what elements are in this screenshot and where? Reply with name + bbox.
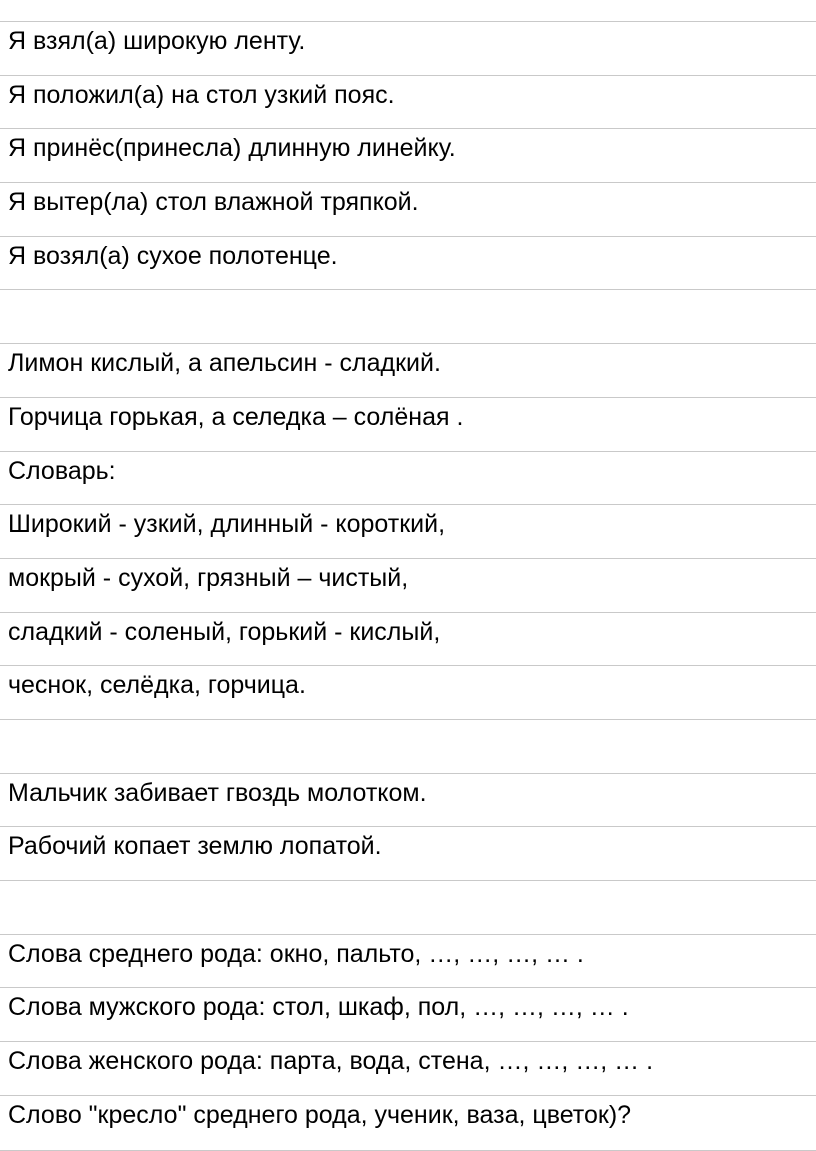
text-line: Я возял(а) сухое полотенце. (0, 237, 816, 291)
text-line: Я принёс(принесла) длинную линейку. (0, 129, 816, 183)
document-table (0, 21, 816, 1151)
text-line: Я положил(а) на стол узкий пояс. (0, 76, 816, 130)
empty-line (0, 720, 816, 774)
text-line: Я вытер(ла) стол влажной тряпкой. (0, 183, 816, 237)
text-line: Слово "кресло" среднего рода, ученик, ваза, цветок)? (0, 1096, 816, 1151)
text-line: Слова женского рода: парта, вода, стена, …, …, …, … . (0, 1042, 816, 1096)
text-line: Широкий - узкий, длинный - короткий, (0, 505, 816, 559)
text-line: Мальчик забивает гвоздь молотком. (0, 774, 816, 828)
dictionary-heading: Словарь: (0, 452, 816, 506)
text-line: Рабочий копает землю лопатой. (0, 827, 816, 881)
text-line: сладкий - соленый, горький - кислый, (0, 613, 816, 667)
text-line: чеснок, селёдка, горчица. (0, 666, 816, 720)
text-line: Слова мужского рода: стол, шкаф, пол, …, …, …, … . (0, 988, 816, 1042)
text-line: Слова среднего рода: окно, пальто, …, …, …, … . (0, 935, 816, 989)
text-line: мокрый - сухой, грязный – чистый, (0, 559, 816, 613)
text-line: Горчица горькая, а селедка – солёная . (0, 398, 816, 452)
text-line: Я взял(а) широкую ленту. (0, 22, 816, 76)
empty-line (0, 881, 816, 935)
text-line: Лимон кислый, а апельсин - сладкий. (0, 344, 816, 398)
empty-line (0, 290, 816, 344)
